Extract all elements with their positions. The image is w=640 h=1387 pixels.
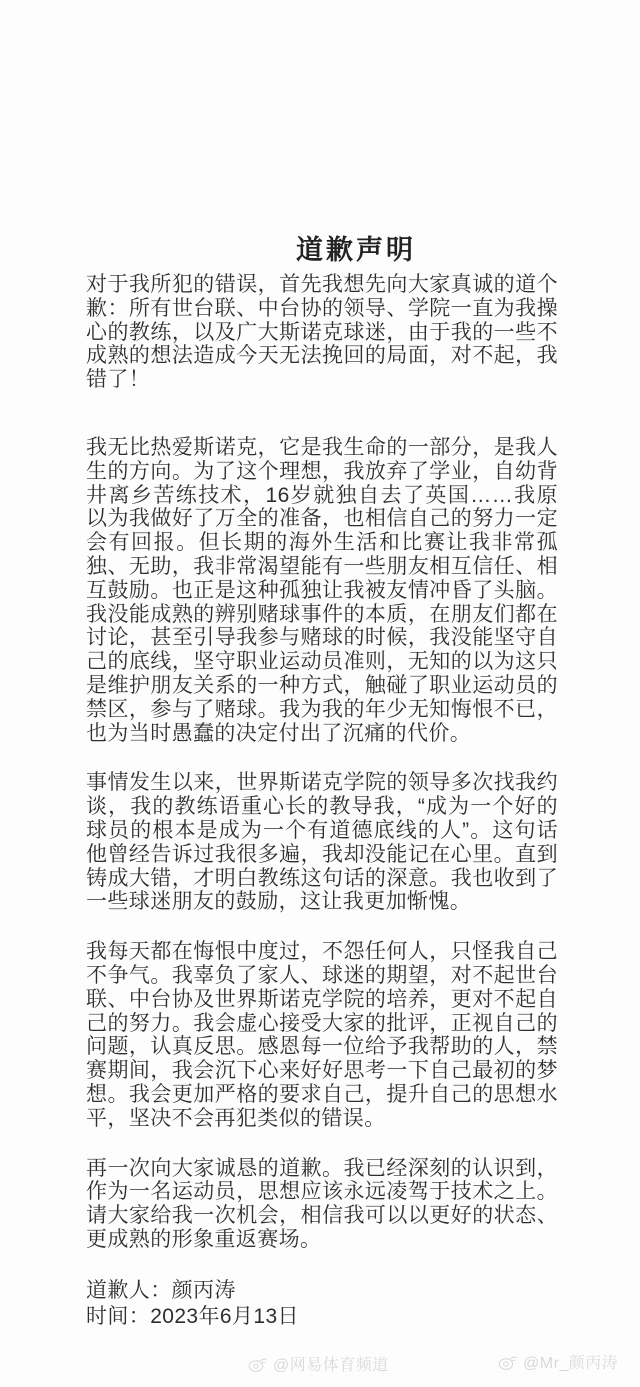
paragraph-intro: 对于我所犯的错误，首先我想先向大家真诚的道个歉：所有世台联、中台协的领导、学院一直为我操心的教练，以及广大斯诺克球迷，由于我的一些不成熟的想法造成今天无法挽回的局面，对不起，我错了！: [86, 273, 558, 392]
watermark-right: [498, 1350, 618, 1373]
signer-line: 道歉人：颜丙涛: [86, 1278, 236, 1302]
weibo-icon: [498, 1352, 518, 1372]
paragraph-background: 我无比热爱斯诺克，它是我生命的一部分，是我人生的方向。为了这个理想，我放弃了学业，自幼背井离乡苦练技术，16岁就独自去了英国……我原以为我做好了万全的准备，也相信自己的努力一定会有回报。但长期的海外生活和比赛让我非常孤独、无助，我非常渴望能有一些朋友相互信任、相互鼓励。也正是这种孤独让我被友情冲昏了头脑。我没能成熟的辨别赌球事件的本质，在朋友们都在讨论，甚至引导我参与赌球的时候，我没能坚守自己的底线，坚守职业运动员准则，无知的以为这只是维护朋友关系的一种方式，触碰了职业运动员的禁区，参与了赌球。我为我的年少无知悔恨不已，也为当时愚蠢的决定付出了沉痛的代价。: [86, 435, 558, 745]
paragraph-closing: 再一次向大家诚恳的道歉。我已经深刻的认识到，作为一名运动员，思想应该永远凌驾于技术之上。请大家给我一次机会，相信我可以以更好的状态、更成熟的形象重返赛场。: [86, 1156, 558, 1251]
watermark-right-text: @Mr_颜丙涛: [523, 1355, 619, 1372]
document-title: 道歉声明: [296, 235, 416, 265]
watermark-left-text: @网易体育频道: [273, 1357, 389, 1374]
date-line: 时间：2023年6月13日: [86, 1304, 299, 1328]
watermark-left: [248, 1352, 389, 1375]
weibo-icon: [248, 1354, 268, 1374]
signature-block: [86, 1278, 558, 1330]
paragraph-coach: 事情发生以来，世界斯诺克学院的领导多次找我约谈，我的教练语重心长的教导我，“成为一个好的球员的根本是成为一个有道德底线的人”。这句话他曾经告诉过我很多遍，我却没能记在心里。直到铸成大错，才明白教练这句话的深意。我也收到了一些球迷朋友的鼓励，这让我更加惭愧。: [86, 771, 558, 914]
paragraph-reflection: 我每天都在悔恨中度过，不怨任何人，只怪我自己不争气。我辜负了家人、球迷的期望，对不起世台联、中台协及世界斯诺克学院的培养，更对不起自己的努力。我会虚心接受大家的批评，正视自己的问题，认真反思。感恩每一位给予我帮助的人，禁赛期间，我会沉下心来好好思考一下自己最初的梦想。我会更加严格的要求自己，提升自己的思想水平，坚决不会再犯类似的错误。: [86, 940, 558, 1130]
document-content: [86, 228, 558, 1330]
